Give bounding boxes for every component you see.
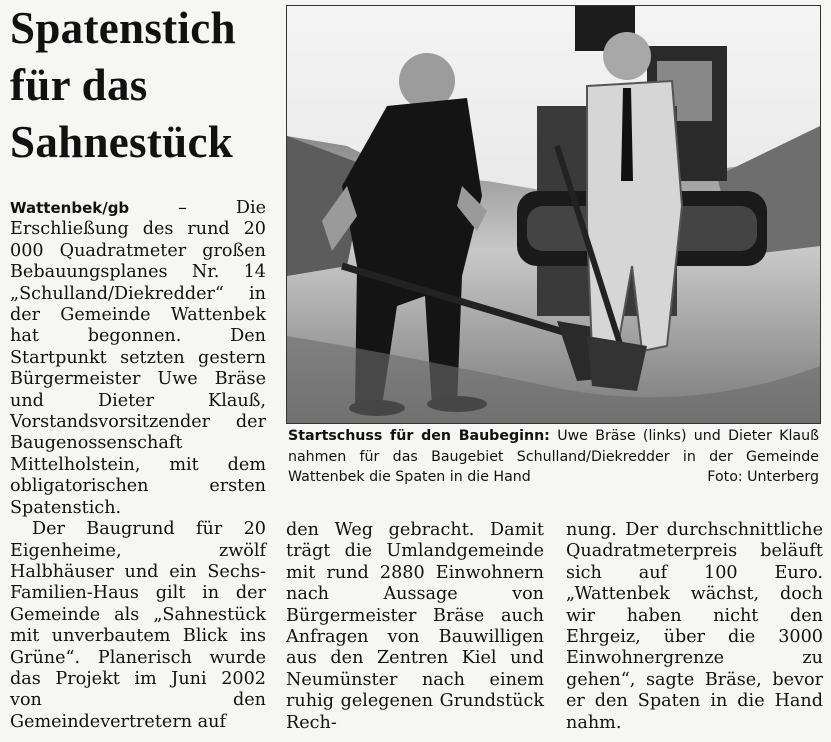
groundbreaking-photo [287, 6, 820, 423]
headline-line-2: für das [10, 60, 148, 110]
headline-line-1: Spatenstich [10, 3, 236, 53]
headline [10, 0, 280, 171]
article-column-1 [10, 198, 266, 733]
article-column-3 [566, 520, 823, 734]
news-photo [286, 5, 821, 424]
caption-text: Uwe Bräse (links) und Dieter Klauß nahmen für das Baugebiet Schulland/Diekredder in der Gemeinde Wattenbek die Spaten in die Hand [288, 428, 820, 485]
article-text-1: – Die Erschließung des rund 20 000 Quadratmeter großen Bebauungsplanes Nr. 14 „Schulland/Diekredder“ in der Gemeinde Wattenbek hat begonnen. Den Startpunkt setzten gestern Bürgermeister Uwe Bräse und Dieter Klauß, Vorstandsvorsitzender der Baugenossenschaft Mittelholstein, mit dem obligatorischen ersten Spatenstich. [10, 198, 266, 518]
article-paragraph-3: den Weg gebracht. Damit trägt die Umlandgemeinde mit rund 2880 Einwohnern nach Aussage von Bürgermeister Bräse auch Anfragen von Bauwilligen aus den Zentren Kiel und Neumünster nach einem ruhig gelegenen Grundstück Rech- [286, 520, 544, 733]
photo-credit: Foto: Unterberg [707, 469, 819, 485]
caption-lead: Startschuss für den Baubeginn: [288, 428, 550, 444]
photo-caption [288, 426, 819, 488]
article-column-2 [286, 520, 544, 734]
article-paragraph-4: nung. Der durchschnittliche Quadratmeterpreis beläuft sich auf 100 Euro. „Wattenbek wächst, doch wir haben nicht den Ehrgeiz, über die 3000 Einwohnergrenze zu gehen“, sagte Bräse, bevor er den Spaten in die Hand nahm. [566, 520, 823, 733]
article-paragraph-2: Der Baugrund für 20 Eigenheime, zwölf Halbhäuser und ein Sechs-Familien-Haus gilt in der Gemeinde als „Sahnestück mit unverbautem Blick ins Grüne“. Planerisch wurde das Projekt im Juni 2002 von den Gemeindevertretern auf [10, 519, 266, 732]
article-paragraph-1 [10, 198, 266, 519]
dateline: Wattenbek/gb [10, 199, 130, 217]
headline-line-3: Sahnestück [10, 117, 234, 167]
